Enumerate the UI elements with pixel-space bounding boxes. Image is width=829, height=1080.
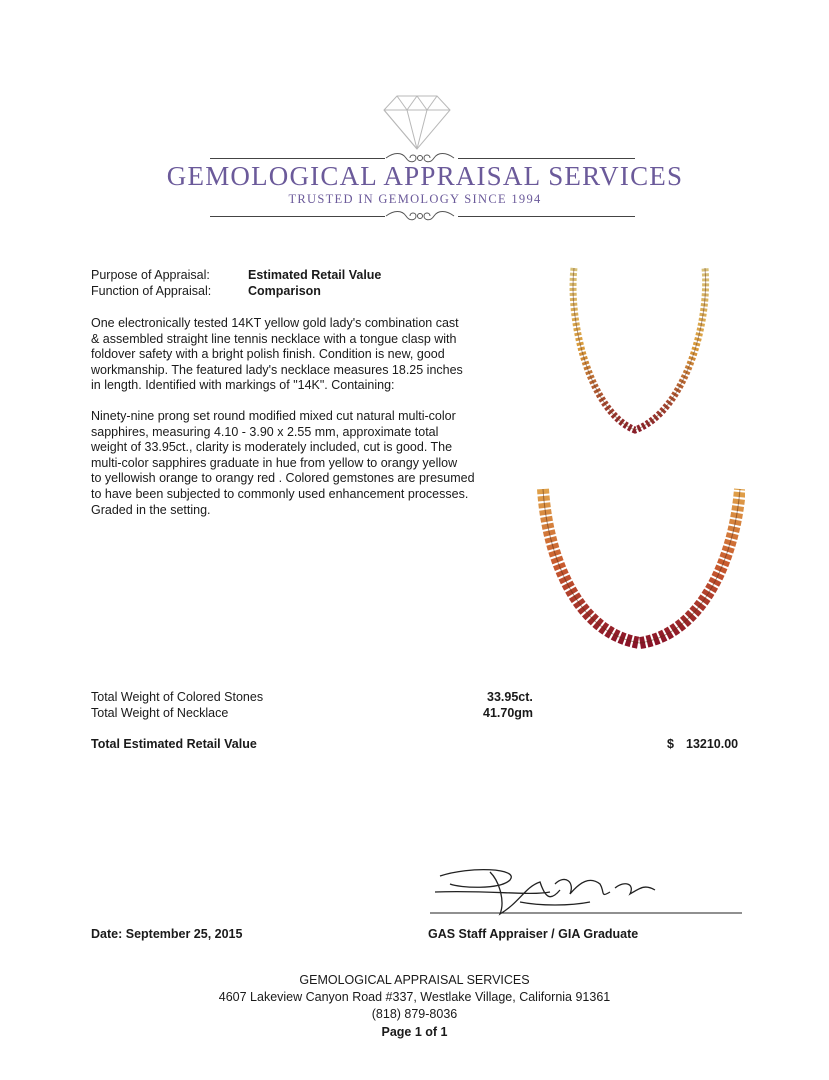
ornament-bottom-icon [384,208,456,224]
necklace-weight-label: Total Weight of Necklace [91,706,229,720]
purpose-value: Estimated Retail Value [248,268,382,282]
diamond-logo-icon [382,92,452,152]
page-number: Page 1 of 1 [381,1025,448,1039]
description-line: in length. Identified with markings of "14K". Containing: [91,378,395,393]
appraiser-title: GAS Staff Appraiser / GIA Graduate [428,927,639,941]
stones-line: multi-color sapphires graduate in hue from yellow to orangy yellow [91,455,458,470]
stones-line: sapphires, measuring 4.10 - 3.90 x 2.55 mm, approximate total [91,424,439,439]
stones-line: to have been subjected to commonly used enhancement processes. [91,486,469,501]
description-line: & assembled straight line tennis necklace with a tongue clasp with [91,331,457,346]
description-line: workmanship. The featured lady's necklace measures 18.25 inches [91,362,463,377]
retail-value: 13210.00 [686,737,739,751]
stones-line: weight of 33.95ct., clarity is moderately included, cut is good. The [91,440,453,455]
stones-line: Graded in the setting. [91,502,211,517]
retail-value-label: Total Estimated Retail Value [91,737,257,751]
header-rule-top-left [210,158,385,159]
stones-line: Ninety-nine prong set round modified mixed cut natural multi-color [91,409,456,423]
header-rule-bottom-right [458,216,635,217]
item-description [91,316,521,394]
stones-weight-label: Total Weight of Colored Stones [91,690,264,704]
retail-currency: $ [667,737,674,751]
purpose-label: Purpose of Appraisal: [91,268,210,282]
footer-phone: (818) 879-8036 [371,1007,458,1021]
footer-company: GEMOLOGICAL APPRAISAL SERVICES [299,973,530,987]
appraisal-date: Date: September 25, 2015 [91,927,243,941]
description-line: One electronically tested 14KT yellow gold lady's combination cast [91,316,459,330]
necklace-photo-detail [535,483,745,653]
company-tagline: TRUSTED IN GEMOLOGY SINCE 1994 [288,192,542,206]
description-line: foldover safety with a bright polish finish. Condition is new, good [91,347,445,362]
stones-description [91,409,521,518]
company-title: GEMOLOGICAL APPRAISAL SERVICES [166,161,684,191]
stones-weight-value: 33.95ct. [487,690,533,704]
footer-address: 4607 Lakeview Canyon Road #337, Westlake Village, California 91361 [218,990,611,1004]
necklace-weight-value: 41.70gm [483,706,534,720]
header-rule-bottom-left [210,216,385,217]
signature-icon [430,862,745,922]
header-rule-top-right [458,158,635,159]
stones-line: to yellowish orange to orangy red . Colored gemstones are presumed [91,471,475,486]
function-value: Comparison [248,284,321,298]
necklace-photo-full [560,262,720,437]
function-label: Function of Appraisal: [91,284,212,298]
